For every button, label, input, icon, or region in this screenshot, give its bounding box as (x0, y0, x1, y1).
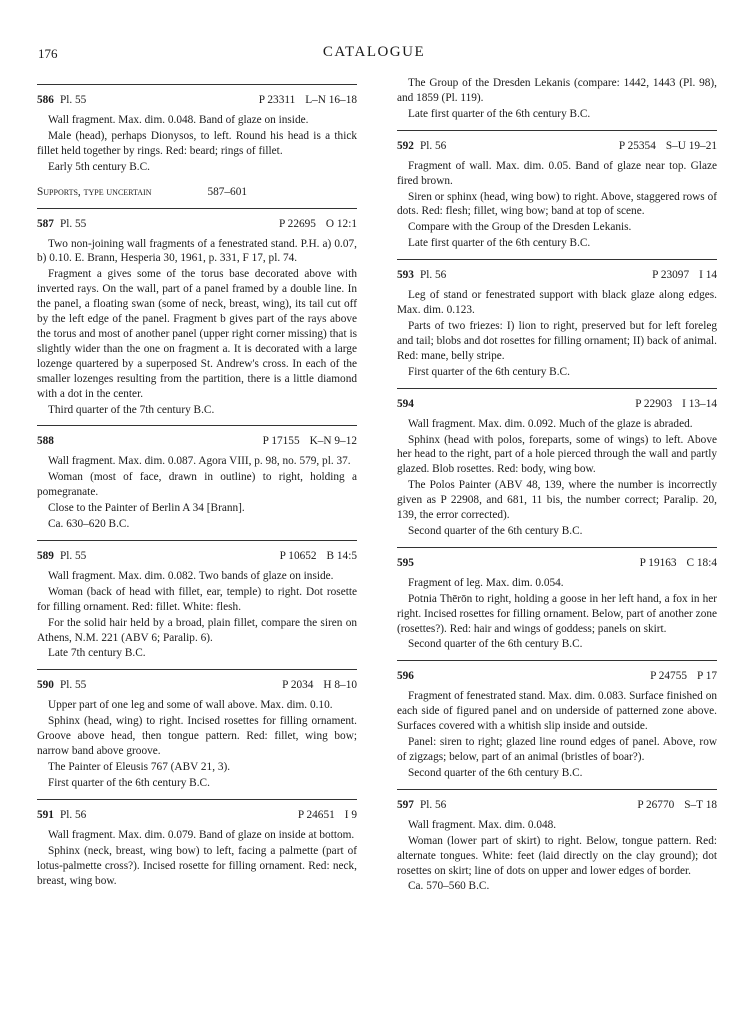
entry-ref (280, 549, 357, 564)
entry-id (397, 669, 420, 684)
catalogue-entry (37, 84, 357, 175)
entry-ref (298, 808, 357, 823)
entry-inventory: P 22695 (278, 217, 316, 230)
entry-number: 592 (397, 139, 414, 152)
entry-id (37, 93, 86, 108)
entry-grid: H 8–10 (323, 679, 357, 692)
right-column (397, 76, 717, 900)
entry-inventory: P 10652 (279, 549, 317, 562)
entry-divider (37, 669, 357, 670)
entry-date: First quarter of the 6th century B.C. (48, 776, 210, 789)
entry-divider (397, 130, 717, 131)
entry-date: Ca. 570–560 B.C. (408, 880, 490, 893)
entry-paragraph: Potnia Thērōn to right, holding a goose in her left hand, a fox in her right. Incised rosettes for filling ornament. Below, part of another zone (rosettes?). Red: hair and wings of goddess; panels on skirt. (397, 592, 717, 635)
entry-ref (279, 217, 357, 232)
entry-number: 586 (37, 94, 54, 106)
entry-header (397, 798, 717, 813)
entry-paragraph: Wall fragment. Max. dim. 0.048. Band of glaze on inside. (48, 114, 309, 126)
entry-id (37, 217, 86, 232)
entry-date: Second quarter of the 6th century B.C. (408, 524, 583, 537)
entry-inventory: P 23311 (258, 94, 296, 106)
entry-grid: L–N 16–18 (305, 94, 357, 106)
entry-ref (637, 798, 717, 813)
entry-ref (619, 139, 717, 154)
entry-inventory: P 23097 (652, 269, 690, 282)
entry-paragraph: Leg of stand or fenestrated support with black glaze along edges. Max. dim. 0.123. (397, 289, 717, 317)
entry-paragraph: Upper part of one leg and some of wall above. Max. dim. 0.10. (48, 699, 333, 712)
entry-ref (282, 678, 357, 693)
entry-date: Second quarter of the 6th century B.C. (408, 638, 583, 651)
entry-paragraph: The Painter of Eleusis 767 (ABV 21, 3). (48, 761, 231, 773)
entry-id (397, 268, 446, 283)
entry-paragraph: Fragment of leg. Max. dim. 0.054. (408, 576, 564, 589)
entry-grid: S–U 19–21 (665, 139, 717, 152)
entry-id (397, 397, 420, 412)
entry-paragraph: The Polos Painter (ABV 48, 139, where the number is incorrectly given as P 22908, and 681, 11 bis, the number correct; Paralip. 20, 139, the error corrected). (397, 479, 717, 522)
entry-paragraph: Fragment of fenestrated stand. Max. dim. 0.083. Surface finished on each side of figured panel and on underside of patterned zone above. Surfaces covered with a whitish slip inside and outside. (397, 690, 717, 733)
catalogue-entry (397, 76, 717, 122)
entry-paragraph: Sphinx (neck, breast, wing bow) to left, facing a palmette (part of lotus-palmette cross?). Incised rosette for filling ornament. Red: neck, breast, wing bow. (37, 844, 357, 887)
entry-header (37, 93, 357, 108)
entry-header (397, 669, 717, 684)
entry-grid: B 14:5 (326, 549, 357, 562)
entry-id (397, 139, 446, 154)
entry-date: Late 7th century B.C. (48, 647, 146, 660)
entry-divider (397, 660, 717, 661)
entry-grid: I 13–14 (682, 397, 717, 410)
entry-id (37, 678, 86, 693)
entry-date: Late first quarter of the 6th century B.C. (408, 107, 591, 120)
entry-number: 591 (37, 808, 54, 821)
entry-paragraph: Woman (back of head with fillet, ear, temple) to right. Dot rosette for filling ornament. Red: fillet. White: flesh. (37, 585, 357, 613)
entry-number: 589 (37, 549, 54, 562)
entry-divider (397, 388, 717, 389)
entry-plate: Pl. 56 (59, 808, 87, 821)
entry-paragraph: Sphinx (head, wing) to right. Incised rosettes for filling ornament. Groove above head, then tongue pattern. Red: fillet, wing bow; narrow band above groove. (37, 715, 357, 758)
entry-paragraph: Fragment a gives some of the torus base decorated above with inverted rays. On the wall, part of a panel framed by a double line. In the panel, a floating swan (some of neck, breast, wing), its tail cut off by the left edge of the panel. Fragment b gives part of the rays above the torus and most of another panel (upper right corner missing) that is slightly wider than the one on fragment a. It is decorated with a large lozenge quartered by a superposed St. Andrew's cross. In each of the smaller lozenges resulting from the partition, there is a little diamond with a dot in the center. (37, 268, 357, 400)
entry-ref (650, 669, 717, 684)
entry-header (37, 434, 357, 449)
entry-divider (37, 540, 357, 541)
entry-paragraph: Sphinx (head with polos, foreparts, some of wings) to left. Above her head to the right, part of a hole pierced through the wall and partly glazed. Blob rosettes. Red: body, wing bow. (397, 433, 717, 476)
entry-plate: Pl. 55 (59, 549, 87, 562)
entry-plate: Pl. 56 (419, 798, 447, 811)
section-title: Supports, type uncertain (37, 185, 152, 198)
entry-grid: I 14 (699, 269, 717, 282)
entry-grid: I 9 (344, 808, 357, 821)
entry-paragraph: Panel: siren to right; glazed line round edges of panel. Above, row of zigzags; below, part of an animal (bristles of boar?). (397, 736, 717, 763)
entry-id (37, 434, 60, 449)
catalogue-entry (397, 547, 717, 653)
entry-paragraph: Male (head), perhaps Dionysos, to left. Round his head is a thick fillet held together by rings. Red: beard; rings of fillet. (37, 129, 357, 157)
entry-header (37, 808, 357, 823)
entry-header (397, 556, 717, 571)
entry-ref (263, 434, 357, 449)
entry-header (37, 549, 357, 564)
entry-inventory: P 2034 (282, 679, 314, 692)
entry-paragraph: Wall fragment. Max. dim. 0.092. Much of the glaze is abraded. (408, 417, 693, 430)
entry-divider (397, 789, 717, 790)
entry-header (397, 139, 717, 154)
entry-inventory: P 24755 (650, 670, 687, 683)
entry-number: 596 (397, 670, 414, 683)
entry-paragraph: Fragment of wall. Max. dim. 0.05. Band of glaze near top. Glaze fired brown. (397, 159, 717, 187)
entry-grid: S–T 18 (684, 798, 717, 811)
entry-number: 590 (37, 679, 54, 692)
entry-date: Early 5th century B.C. (48, 160, 150, 173)
entry-plate: Pl. 55 (59, 679, 87, 692)
entry-paragraph: Close to the Painter of Berlin A 34 [Brann]. (48, 502, 245, 515)
entry-paragraph: Wall fragment. Max. dim. 0.048. (408, 818, 557, 831)
entry-paragraph: For the solid hair held by a broad, plain fillet, compare the siren on Athens, N.M. 221 (ABV 6; Paralip. 6). (37, 616, 357, 644)
catalogue-entry (37, 540, 357, 661)
entry-grid: K–N 9–12 (309, 435, 357, 448)
entry-inventory: P 24651 (297, 808, 335, 821)
left-column (37, 76, 357, 894)
entry-paragraph: Parts of two friezes: I) lion to right, preserved but for left foreleg and tail; blobs and dot rosettes for filling ornament; II) back of animal. Red: mane, belly stripe. (397, 319, 717, 362)
entry-ref (640, 556, 717, 571)
catalogue-entry (37, 669, 357, 790)
entry-divider (37, 425, 357, 426)
catalogue-entry (397, 789, 717, 895)
entry-number: 588 (37, 435, 54, 448)
entry-grid: O 12:1 (325, 217, 357, 230)
catalogue-entry (397, 660, 717, 780)
entry-plate: Pl. 56 (419, 269, 447, 282)
entry-divider (37, 84, 357, 85)
entry-id (37, 549, 86, 564)
entry-paragraph: Wall fragment. Max. dim. 0.082. Two bands of glaze on inside. (48, 569, 334, 582)
entry-divider (397, 259, 717, 260)
entry-date: Late first quarter of the 6th century B.C. (408, 237, 591, 250)
entry-ref (259, 93, 357, 108)
entry-date: Second quarter of the 6th century B.C. (408, 766, 583, 779)
entry-number: 587 (37, 217, 54, 230)
entry-id (37, 808, 86, 823)
catalogue-entry (37, 799, 357, 889)
entry-number: 595 (397, 556, 414, 569)
entry-id (397, 798, 446, 813)
entry-paragraph: Wall fragment. Max. dim. 0.079. Band of glaze on inside at bottom. (48, 828, 355, 841)
page-number: 176 (38, 46, 58, 61)
entry-header (397, 268, 717, 283)
entry-divider (397, 547, 717, 548)
entry-header (397, 397, 717, 412)
entry-grid: P 17 (697, 670, 717, 683)
entry-paragraph: Woman (lower part of skirt) to right. Below, tongue pattern. Red: alternate tongues. White: feet (laid directly on the clay ground); dot rosettes on skirt; line of dots on upper and lower edges of border. (397, 834, 717, 877)
entry-paragraph: Woman (most of face, drawn in outline) to right, holding a pomegranate. (37, 471, 357, 499)
catalogue-entry (397, 259, 717, 379)
entry-header (37, 217, 357, 232)
entry-header (37, 678, 357, 693)
entry-paragraph: Compare with the Group of the Dresden Lekanis. (408, 221, 632, 234)
entry-inventory: P 25354 (618, 139, 656, 152)
entry-plate: Pl. 56 (419, 139, 447, 152)
section-heading (37, 185, 247, 200)
entry-number: 594 (397, 397, 414, 410)
entry-date: First quarter of the 6th century B.C. (408, 365, 570, 378)
entry-paragraph: Two non-joining wall fragments of a fenestrated stand. P.H. a) 0.07, b) 0.10. E. Brann, Hesperia 30, 1961, p. 331, F 17, pl. 74. (37, 237, 357, 265)
entry-inventory: P 22903 (635, 397, 673, 410)
catalogue-entry (37, 208, 357, 418)
catalogue-entry (37, 425, 357, 532)
entry-inventory: P 26770 (637, 798, 675, 811)
entry-number: 593 (397, 269, 414, 282)
catalogue-entry (397, 130, 717, 251)
entry-paragraph: The Group of the Dresden Lekanis (compare: 1442, 1443 (Pl. 98), and 1859 (Pl. 119). (397, 77, 717, 104)
entry-divider (37, 799, 357, 800)
entry-ref (652, 268, 717, 283)
entry-number: 597 (397, 798, 414, 811)
entry-paragraph: Siren or sphinx (head, wing bow) to right. Above, staggered rows of dots. Red: flesh; fillet, wing bow; band at top of scene. (397, 190, 717, 218)
entry-date: Third quarter of the 7th century B.C. (48, 403, 215, 416)
entry-id (397, 556, 420, 571)
entry-grid: C 18:4 (686, 556, 717, 569)
entry-paragraph: Wall fragment. Max. dim. 0.087. Agora VIII, p. 98, no. 579, pl. 37. (48, 455, 351, 468)
catalogue-entry (397, 388, 717, 539)
entry-divider (37, 208, 357, 209)
running-head: CATALOGUE (322, 44, 426, 60)
entry-ref (635, 397, 717, 412)
entry-inventory: P 19163 (639, 556, 677, 569)
entry-date: Ca. 630–620 B.C. (48, 518, 130, 531)
entry-inventory: P 17155 (262, 435, 300, 448)
section-range: 587–601 (207, 185, 247, 198)
entry-plate: Pl. 55 (59, 217, 87, 230)
entry-plate: Pl. 55 (59, 94, 87, 106)
